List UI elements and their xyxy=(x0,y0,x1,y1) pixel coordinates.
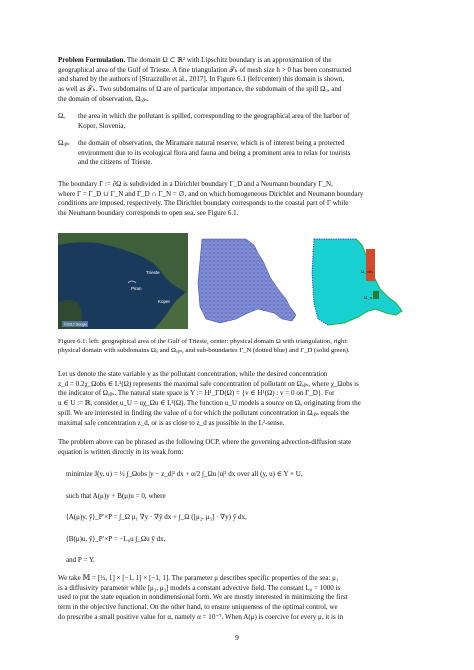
observation-subdomain xyxy=(366,249,375,281)
satellite-image xyxy=(58,233,188,329)
test-space-equation: and P = Y. xyxy=(66,556,95,564)
bilinear-form-b-equation: ⟨B(μ)u, ỹ⟩_P′×P = −L₀u ∫_Ωu ỹ dx, xyxy=(66,535,166,543)
piran-label: Piran xyxy=(131,286,142,291)
koper-label: Koper xyxy=(158,299,171,304)
ocp-intro-paragraph: The problem above can be phrased as the following OCP, where the governing advection-diffusion state equation is written directly in its weak form: xyxy=(58,438,352,456)
watermark-label: ©2017 Google xyxy=(64,322,88,327)
omega-obs-label: Ω_obs xyxy=(361,269,373,274)
omega-u-label: Ω_u xyxy=(364,295,372,300)
bilinear-form-a-equation: ⟨A(μ)y, ỹ⟩_P′×P = ∫_Ω μ₁ ∇y · ∇ỹ dx + ∫_Ω ([μ₂, μ₃] · ∇y) ỹ dx, xyxy=(66,513,247,521)
parameter-paragraph: We take 𝕄 = [½, 1] × [−1, 1] × [−1, 1]. The parameter μ describes specific properties of the sea: μ₁ is a diffusivity parameter while [μ₂, μ₃] models a constant advective field. The constant L₀ = 1000 is used to put the state equation in nondimensional form. We are mostly interested in minimizing the first term in the objective functional. On the other hand, to ensure uniqueness of the optimal control, we do prescribe a small positive value for α, namely α = 10⁻⁷. When A(μ) is coercive for every μ, it is in xyxy=(58,574,348,621)
paper-page: Problem Formulation. The domain Ω ⊂ ℝ² with Lipschitz boundary is an approximation of the geographical area of the Gulf of Trieste. A fine triangulation 𝒯ₕ of mesh size h > 0 has been constructed and shared by the authors of [Strazzullo et al., 2017]. In Figure 6.1 (left/center) this domain is shown, as well as 𝒯ₕ. Two subdomains of Ω are of particular importance, the subdomain of the spill Ωᵤ, and the domain of observation, Ωₒᵦₛ. Ωᵤ the area in which the pollutant is spilled, corresponding to the geographical area of the harbor of Koper, Slovenia, Ωₒᵦₛ the domain of observation, the Miramare natural reserve, which is of interest being a protected environment due to its ecological flora and fauna and being a prominent area to relax for tourists and the citizens of Trieste. The boundary Γ := ∂Ω is subdivided in a Dirichlet boundary Γ_D and a Neumann boundary Γ_N, where Γ = Γ_D ∪ Γ_N and Γ_D ∩ Γ_N = ∅, and on which homogeneous Dirichlet and Neumann boundary conditions are imposed, respectively. The Dirichlet boundary corresponds to the coastal part of Γ while the Neumann boundary corresponds to open sea, see Figure 6.1. Piran Trieste Koper ©2017 Google Ω_obs Ω_u Figure 6.1: left: geographical area of the Gulf of Trieste, center: physical domain Ω with triangulation, right: physical domain with subdomains Ωᵤ and Ωₒᵦₛ, and sub-boundaries Γ_N (dotted blue) and Γ_D (solid green). Let us denote the state variable y as the pollutant concentration, while the desired concentration z_d = 0.2χ_Ωobs ∈ L²(Ω) represents the maximal safe concentration of pollutant on Ωₒᵦₛ, where χ_Ωobs is the indicator of Ωₒᵦₛ. The natural state space is Y := H¹_ΓD(Ω) = {v ∈ H¹(Ω) : v = 0 on Γ_D}. For u ∈ U := ℝ, consider u_U = uχ_Ωu ∈ L²(Ω). The function u_U models a source on Ωᵤ originating from the spill. We are interested in finding the value of u for which the pollutant concentration in Ωₒᵦₛ equals the maximal safe concentration z_d, or is as close to z_d as possible in the L²-sense. The problem above can be phrased as the following OCP, where the governing advection-diffusion state equation is written directly in its weak form: minimize J(y, u) = ½ ∫_Ωobs |y − z_d|² dx + α/2 ∫_Ωu |u|² dx over all (y, u) ∈ Y × U, such that A(μ)y + B(μ)u = 0, where ⟨A(μ)y, ỹ⟩_P′×P = ∫_Ω μ₁ ∇y · ∇ỹ dx + ∫_Ω ([μ₂, μ₃] · ∇y) ỹ dx, ⟨B(μ)u, ỹ⟩_P′×P = −L₀u ∫_Ωu ỹ dx, and P = Y. We take 𝕄 = [½, 1] × [−1, 1] × [−1, 1]. The parameter μ describes specific properties of the sea: μ₁ is a diffusivity parameter while [μ₂, μ₃] models a constant advective field. The constant L₀ = 1000 is used to put the state equation in nondimensional form. We are mostly interested in minimizing the first term in the objective functional. On the other hand, to ensure uniqueness of the optimal control, we do prescribe a small positive value for α, namely α = 10⁻⁷. When A(μ) is coercive for every μ, it is in 9 xyxy=(0,0,474,670)
physical-domain xyxy=(312,239,402,325)
triangulated-domain xyxy=(198,239,296,323)
page-number: 9 xyxy=(235,633,239,642)
problem-formulation-paragraph: Problem Formulation. The domain Ω ⊂ ℝ² with Lipschitz boundary is an approximation of the geographical area of the Gulf of Trieste. A fine triangulation 𝒯ₕ of mesh size h > 0 has been constructed and shared by the authors of [Strazzullo et al., 2017]. In Figure 6.1 (left/center) this domain is shown, as well as 𝒯ₕ. Two subdomains of Ω are of particular importance, the subdomain of the spill Ωᵤ, and the domain of observation, Ωₒᵦₛ. xyxy=(58,56,352,103)
mesh-domain-image xyxy=(196,233,300,329)
state-variable-paragraph: Let us denote the state variable y as the pollutant concentration, while the desired concentration z_d = 0.2χ_Ωobs ∈ L²(Ω) represents the maximal safe concentration of pollutant on Ωₒᵦₛ, where χ_Ωobs is the indicator of Ωₒᵦₛ. The natural state space is Y := H¹_ΓD(Ω) = {v ∈ H¹(Ω) : v = 0 on Γ_D}. For u ∈ U := ℝ, consider u_U = uχ_Ωu ∈ L²(Ω). The function u_U models a source on Ωᵤ originating from the spill. We are interested in finding the value of u for which the pollutant concentration in Ωₒᵦₛ equals the maximal safe concentration z_d, or is as close to z_d as possible in the L²-sense. xyxy=(58,370,361,427)
problem-formulation-heading: Problem Formulation. xyxy=(58,56,126,64)
trieste-label: Trieste xyxy=(146,270,160,275)
spill-subdomain xyxy=(373,291,379,299)
constraint-equation: such that A(μ)y + B(μ)u = 0, where xyxy=(66,492,166,500)
definition-label: Ωₒᵦₛ xyxy=(58,139,70,147)
objective-equation: minimize J(y, u) = ½ ∫_Ωobs |y − z_d|² dx + α/2 ∫_Ωu |u|² dx over all (y, u) ∈ Y × U, xyxy=(66,470,303,478)
subdomain-image xyxy=(310,233,420,329)
boundary-paragraph: The boundary Γ := ∂Ω is subdivided in a Dirichlet boundary Γ_D and a Neumann boundary Γ_N, where Γ = Γ_D ∪ Γ_N and Γ_D ∩ Γ_N = ∅, and on which homogeneous Dirichlet and Neumann boundary conditions are imposed, respectively. The Dirichlet boundary corresponds to the coastal part of Γ while the Neumann boundary corresponds to open sea, see Figure 6.1. xyxy=(58,180,364,218)
definition-label: Ωᵤ xyxy=(58,112,66,120)
figure-caption: Figure 6.1: left: geographical area of the Gulf of Trieste, center: physical domain Ω with triangulation, right: physical domain with subdomains Ωᵤ and Ωₒᵦₛ, and sub-boundaries Γ_N (dotted blue) and Γ_D (solid green). xyxy=(58,338,350,354)
